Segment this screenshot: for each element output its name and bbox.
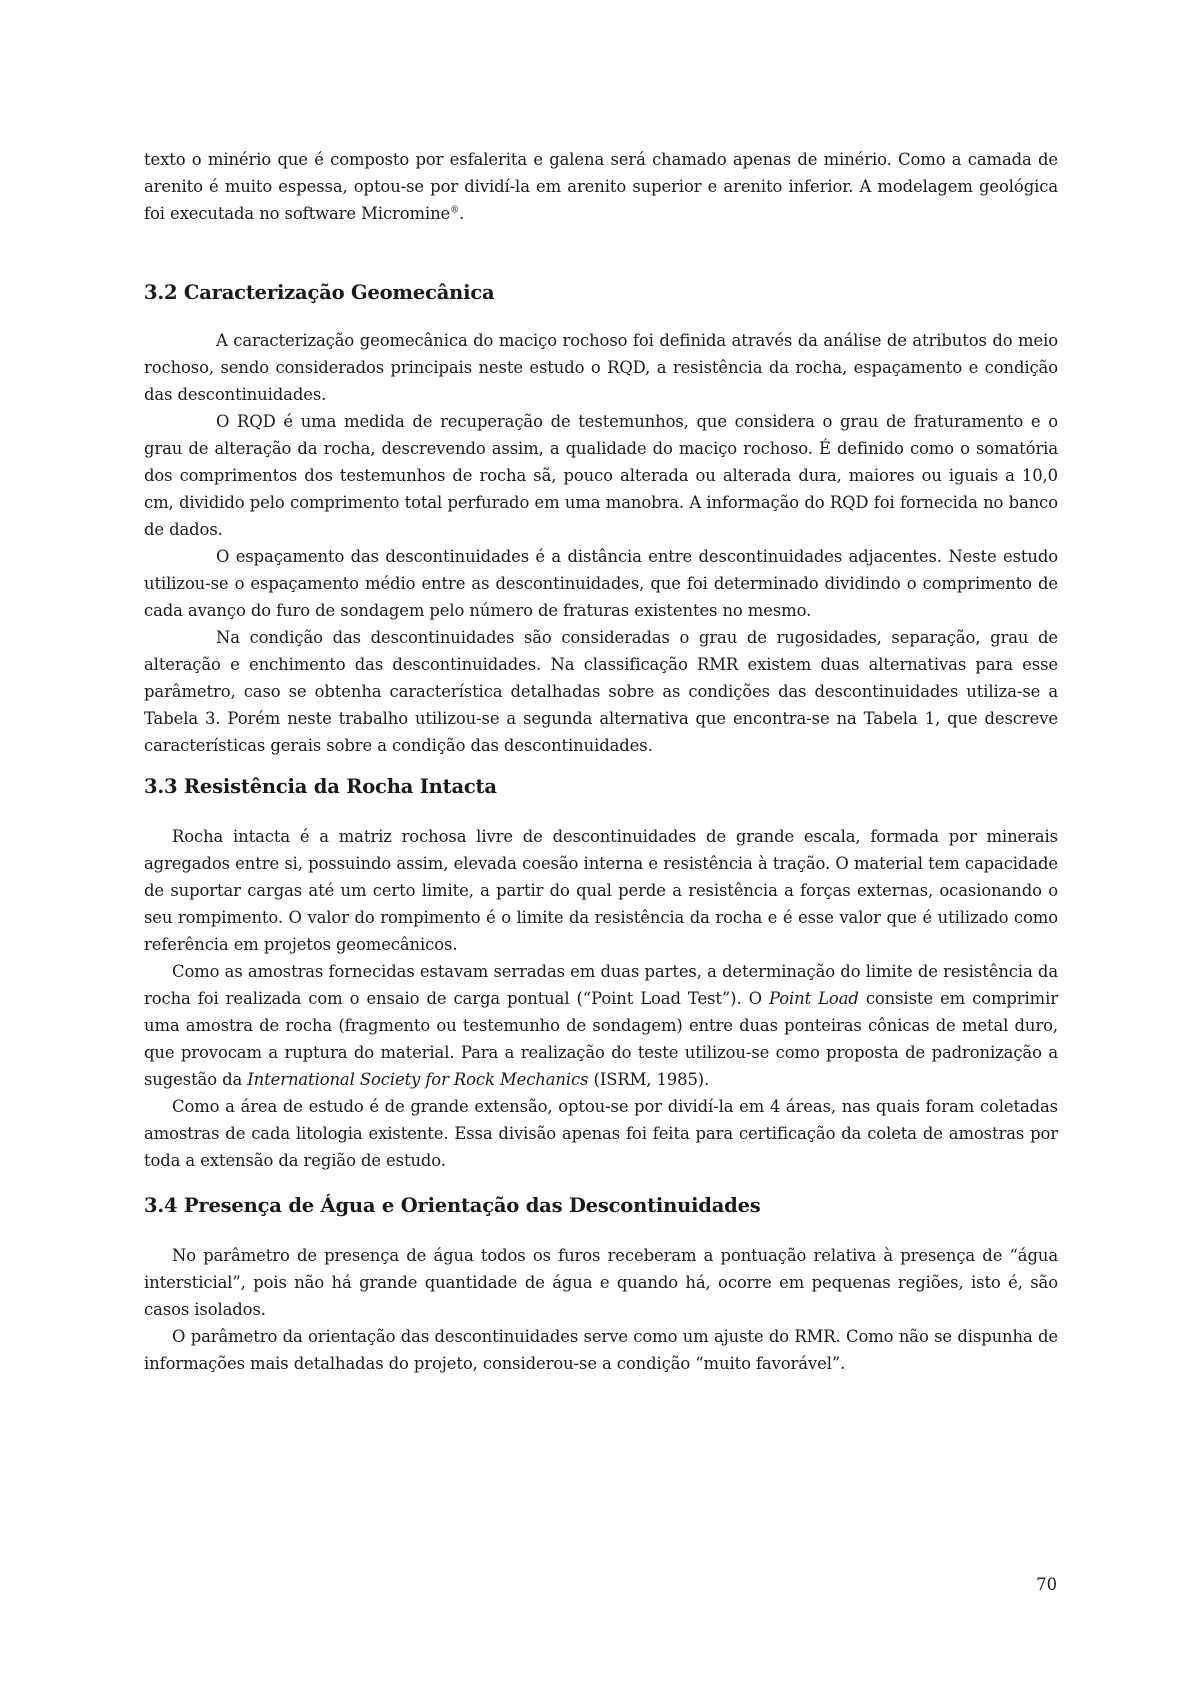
paragraph-3-2-4: Na condição das descontinuidades são consideradas o grau de rugosidades, separação, grau de alteração e enchimento das descontinuidades. Na classificação RMR existem duas alternativas para esse parâmetro, caso se obtenha característica detalhadas sobre as condições das descontinuidades utiliza-se a Tabela 3. Porém neste trabalho utilizou-se a segunda alternativa que encontra-se na Tabela 1, que descreve características gerais sobre a condição das descontinuidades.: [144, 628, 1058, 755]
section-heading-3-3: 3.3 Resistência da Rocha Intacta: [144, 775, 497, 798]
page-body: [144, 146, 1058, 1377]
section-heading-3-2: 3.2 Caracterização Geomecânica: [144, 281, 495, 304]
intro-paragraph: texto o minério que é composto por esfalerita e galena será chamado apenas de minério. Como a camada de arenito é muito espessa, optou-se por dividí-la em arenito superior e arenito inferior. A modelagem geológica foi executada no software Micromine®.: [144, 150, 1058, 223]
paragraph-3-2-3: O espaçamento das descontinuidades é a distância entre descontinuidades adjacentes. Neste estudo utilizou-se o espaçamento médio entre as descontinuidades, que foi determinado dividindo o comprimento de cada avanço do furo de sondagem pelo número de fraturas existentes no mesmo.: [144, 547, 1058, 620]
emphasis-point-load: Point Load: [768, 989, 859, 1008]
paragraph-3-2-1: A caracterização geomecânica do maciço rochoso foi definida através da análise de atributos do meio rochoso, sendo considerados principais neste estudo o RQD, a resistência da rocha, espaçamento e condição das descontinuidades.: [144, 331, 1058, 404]
paragraph-3-4-2: O parâmetro da orientação das descontinuidades serve como um ajuste do RMR. Como não se dispunha de informações mais detalhadas do projeto, considerou-se a condição “muito favorável”.: [144, 1327, 1058, 1373]
paragraph-3-3-2: Como as amostras fornecidas estavam serradas em duas partes, a determinação do limite de resistência da rocha foi realizada com o ensaio de carga pontual (“Point Load Test”). O Point Load consiste em comprimir uma amostra de rocha (fragmento ou testemunho de sondagem) entre duas ponteiras cônicas de metal duro, que provocam a ruptura do material. Para a realização do teste utilizou-se como proposta de padronização a sugestão da International Society for Rock Mechanics (ISRM, 1985).: [144, 962, 1058, 1089]
paragraph-3-2-2: O RQD é uma medida de recuperação de testemunhos, que considera o grau de fraturamento e o grau de alteração da rocha, descrevendo assim, a qualidade do maciço rochoso. É definido como o somatória dos comprimentos dos testemunhos de rocha sã, pouco alterada ou alterada dura, maiores ou iguais a 10,0 cm, dividido pelo comprimento total perfurado em uma manobra. A informação do RQD foi fornecida no banco de dados.: [144, 412, 1058, 539]
emphasis-isrm: International Society for Rock Mechanics: [247, 1070, 589, 1089]
paragraph-3-4-1: No parâmetro de presença de água todos os furos receberam a pontuação relativa à presença de “água intersticial”, pois não há grande quantidade de água e quando há, ocorre em pequenas regiões, isto é, são casos isolados.: [144, 1246, 1058, 1319]
paragraph-3-3-1: Rocha intacta é a matriz rochosa livre de descontinuidades de grande escala, formada por minerais agregados entre si, possuindo assim, elevada coesão interna e resistência à tração. O material tem capacidade de suportar cargas até um certo limite, a partir do qual perde a resistência a forças externas, ocasionando o seu rompimento. O valor do rompimento é o limite da resistência da rocha e é esse valor que é utilizado como referência em projetos geomecânicos.: [144, 827, 1058, 954]
page-number: 70: [1036, 1575, 1057, 1594]
registered-mark: ®: [450, 205, 460, 216]
paragraph-3-3-3: Como a área de estudo é de grande extensão, optou-se por dividí-la em 4 áreas, nas quais foram coletadas amostras de cada litologia existente. Essa divisão apenas foi feita para certificação da coleta de amostras por toda a extensão da região de estudo.: [144, 1097, 1058, 1170]
section-heading-3-4: 3.4 Presença de Água e Orientação das Descontinuidades: [144, 1194, 761, 1217]
